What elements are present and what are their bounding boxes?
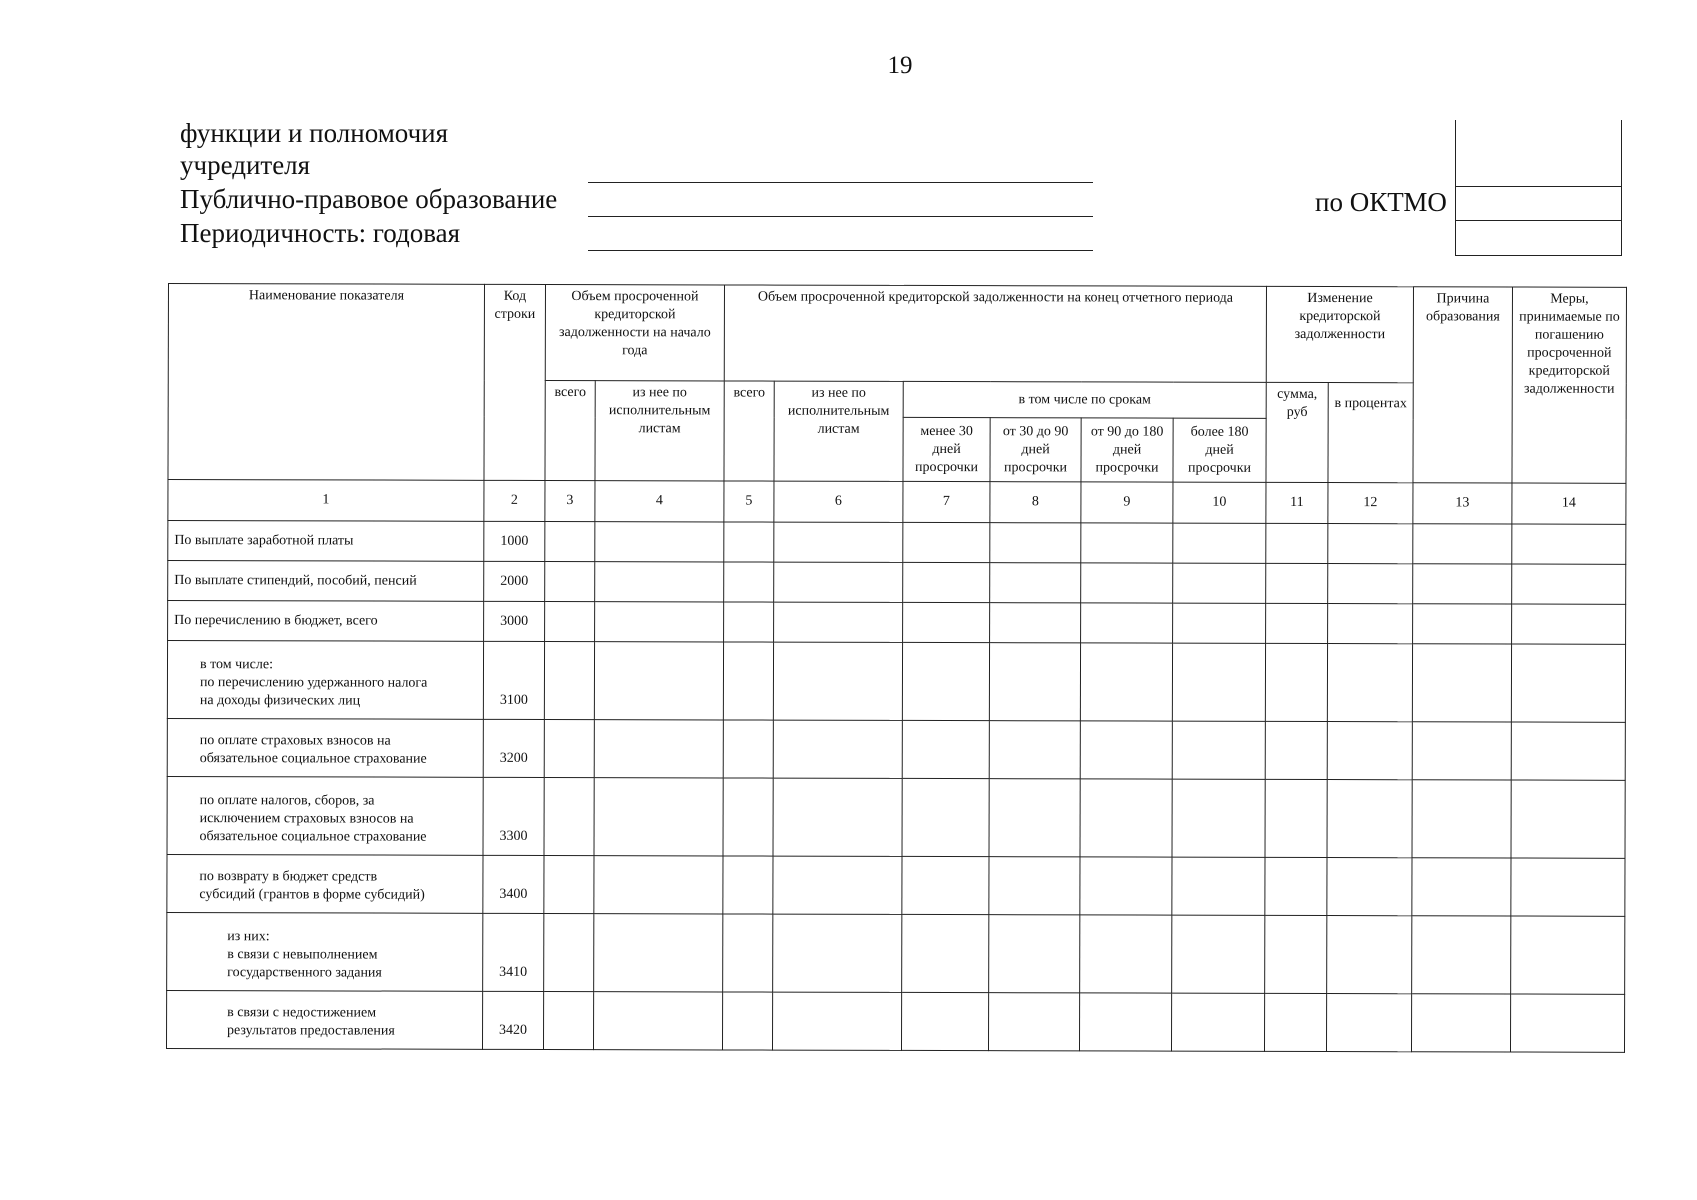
column-numbers-row [168, 480, 1626, 525]
value-cell[interactable] [1327, 916, 1412, 994]
col-header-term-over-180: более 180 дней просрочки [1173, 418, 1266, 482]
value-cell[interactable] [1510, 994, 1624, 1052]
value-cell[interactable] [1265, 857, 1327, 915]
value-cell[interactable] [1172, 643, 1265, 721]
row-name-line: государственного задания [227, 965, 382, 981]
header-periodicity: Периодичность: годовая [180, 218, 461, 248]
value-cell[interactable] [902, 914, 989, 992]
value-cell[interactable] [594, 642, 723, 720]
value-cell[interactable] [1171, 993, 1264, 1051]
table-row [168, 601, 1626, 645]
value-cell[interactable] [1328, 564, 1413, 604]
oktmo-label: по ОКТМО [1315, 187, 1447, 217]
codes-box-divider [1456, 186, 1621, 187]
row-name [167, 718, 483, 777]
value-cell[interactable] [1512, 604, 1626, 644]
col-header-change: Изменение кредиторской задолженности [1266, 286, 1413, 382]
table-row [167, 776, 1625, 858]
value-cell[interactable] [723, 642, 773, 720]
value-cell[interactable] [1172, 857, 1265, 915]
value-cell[interactable] [1265, 915, 1327, 993]
value-cell[interactable] [989, 857, 1080, 915]
value-cell[interactable] [774, 522, 903, 562]
row-name-line: по перечислению удержанного налога [199, 675, 428, 691]
value-cell[interactable] [594, 778, 723, 856]
value-cell[interactable] [1079, 993, 1171, 1051]
row-name [167, 776, 483, 855]
value-cell[interactable] [774, 602, 903, 642]
value-cell[interactable] [1511, 858, 1625, 916]
table-row [168, 521, 1626, 565]
value-cell[interactable] [1512, 524, 1626, 564]
value-cell[interactable] [723, 778, 773, 856]
value-cell[interactable] [989, 721, 1080, 779]
value-cell[interactable] [773, 720, 902, 778]
value-cell[interactable] [545, 521, 595, 561]
column-number: 11 [1266, 482, 1328, 523]
value-cell[interactable] [544, 777, 594, 855]
value-cell[interactable] [724, 522, 774, 562]
value-cell[interactable] [1266, 603, 1328, 643]
value-cell[interactable] [1173, 563, 1266, 603]
row-code: 3400 [483, 855, 544, 913]
value-cell[interactable] [989, 779, 1080, 857]
value-cell[interactable] [1512, 564, 1626, 604]
value-cell[interactable] [544, 855, 594, 913]
value-cell[interactable] [595, 562, 724, 602]
column-number: 13 [1413, 483, 1512, 524]
value-cell[interactable] [1081, 603, 1173, 643]
col-header-measures: Меры, принимаемые по погашению просроченной кредиторской задолженности [1512, 287, 1627, 483]
column-number: 12 [1328, 483, 1413, 524]
row-name-line: субсидий (грантов в форме субсидий) [199, 887, 425, 903]
col-header-begin-total: всего [545, 380, 595, 480]
col-header-by-terms: в том числе по срокам [903, 381, 1266, 418]
table-row [167, 854, 1625, 916]
col-header-name: Наименование показателя [168, 284, 485, 481]
value-cell[interactable] [1266, 563, 1328, 603]
row-name [167, 912, 483, 991]
value-cell[interactable] [724, 562, 774, 602]
column-number: 14 [1512, 483, 1626, 524]
value-cell[interactable] [545, 601, 595, 641]
value-cell[interactable] [1412, 780, 1511, 858]
row-name [168, 601, 484, 642]
row-code: 3420 [482, 991, 543, 1049]
row-name [166, 990, 482, 1049]
column-number: 1 [168, 480, 484, 522]
value-cell[interactable] [1412, 644, 1511, 722]
value-cell[interactable] [1327, 780, 1412, 858]
value-cell[interactable] [1080, 643, 1172, 721]
value-cell[interactable] [1080, 721, 1172, 779]
value-cell[interactable] [1411, 994, 1510, 1052]
value-cell[interactable] [544, 719, 594, 777]
row-name-line: в том числе: [199, 657, 274, 673]
value-cell[interactable] [1265, 643, 1327, 721]
header-founder-line2: учредителя [180, 150, 311, 180]
value-cell[interactable] [1413, 524, 1512, 564]
value-cell[interactable] [544, 641, 594, 719]
table-row [167, 912, 1625, 994]
value-cell[interactable] [1265, 721, 1327, 779]
row-code: 2000 [484, 561, 545, 601]
value-cell[interactable] [1327, 858, 1412, 916]
col-header-reason: Причина образования [1413, 287, 1513, 483]
value-cell[interactable] [594, 856, 723, 914]
row-name-line: обязательное социальное страхование [199, 751, 427, 767]
value-cell[interactable] [902, 642, 989, 720]
value-cell[interactable] [902, 778, 989, 856]
table-row [167, 641, 1625, 723]
row-code: 3100 [483, 641, 544, 719]
value-cell[interactable] [1326, 994, 1411, 1052]
value-cell[interactable] [1511, 916, 1625, 994]
row-code: 1000 [484, 521, 545, 561]
fill-line-public-entity [588, 216, 1093, 217]
value-cell[interactable] [773, 642, 902, 720]
col-header-end-total: всего [724, 381, 774, 481]
value-cell[interactable] [1327, 722, 1412, 780]
codes-box-divider [1456, 220, 1621, 221]
value-cell[interactable] [1172, 721, 1265, 779]
value-cell[interactable] [773, 856, 902, 914]
value-cell[interactable] [724, 602, 774, 642]
report-table [166, 283, 1627, 1053]
fill-line-founder [588, 182, 1093, 183]
table-row [166, 990, 1624, 1052]
value-cell[interactable] [903, 602, 990, 642]
value-cell[interactable] [593, 992, 722, 1050]
col-header-percent: в процентах [1328, 383, 1413, 483]
value-cell[interactable] [990, 563, 1081, 603]
value-cell[interactable] [774, 562, 903, 602]
value-cell[interactable] [1412, 916, 1511, 994]
column-number: 7 [903, 481, 990, 522]
value-cell[interactable] [1080, 857, 1172, 915]
row-name [167, 641, 483, 720]
value-cell[interactable] [1328, 524, 1413, 564]
value-cell[interactable] [1080, 779, 1172, 857]
codes-box [1455, 120, 1622, 256]
table-row [168, 561, 1626, 605]
row-name-line: По выплате стипендий, пособий, пенсий [174, 572, 417, 589]
row-name [167, 854, 483, 913]
row-name [168, 521, 484, 562]
column-number: 8 [990, 482, 1081, 523]
col-header-end-period: Объем просроченной кредиторской задолженности на конец отчетного периода [724, 285, 1266, 382]
value-cell[interactable] [1511, 722, 1625, 780]
value-cell[interactable] [595, 522, 724, 562]
value-cell[interactable] [902, 856, 989, 914]
value-cell[interactable] [723, 914, 773, 992]
value-cell[interactable] [1265, 779, 1327, 857]
row-name [168, 561, 484, 602]
col-header-term-under-30: менее 30 дней просрочки [903, 417, 990, 481]
value-cell[interactable] [903, 522, 990, 562]
value-cell[interactable] [989, 915, 1080, 993]
value-cell[interactable] [1173, 523, 1266, 563]
value-cell[interactable] [543, 991, 593, 1049]
value-cell[interactable] [901, 992, 988, 1050]
row-name-line: По выплате заработной платы [174, 532, 354, 548]
value-cell[interactable] [989, 643, 1080, 721]
col-header-term-30-90: от 30 до 90 дней просрочки [990, 418, 1081, 482]
row-name-line: исключением страховых взносов на [199, 811, 414, 827]
value-cell[interactable] [988, 993, 1079, 1051]
row-code: 3200 [483, 719, 544, 777]
col-header-code: Код строки [484, 284, 546, 480]
value-cell[interactable] [545, 561, 595, 601]
col-header-end-exec-lists: из нее по исполнительным листам [774, 381, 903, 481]
row-name-line: обязательное социальное страхование [199, 829, 427, 845]
column-number: 10 [1173, 482, 1266, 523]
fill-line-periodicity [588, 250, 1093, 251]
row-name-line: по оплате страховых взносов на [199, 733, 391, 749]
column-number: 9 [1081, 482, 1173, 523]
value-cell[interactable] [773, 914, 902, 992]
value-cell[interactable] [1413, 604, 1512, 644]
value-cell[interactable] [723, 856, 773, 914]
value-cell[interactable] [1328, 604, 1413, 644]
row-name-line: в связи с недостижением [227, 1005, 377, 1021]
value-cell[interactable] [723, 720, 773, 778]
value-cell[interactable] [1173, 603, 1266, 643]
table-row [167, 718, 1625, 780]
page-number: 19 [887, 52, 913, 79]
value-cell[interactable] [594, 720, 723, 778]
row-name-line: в связи с невыполнением [227, 947, 378, 963]
column-number: 5 [724, 481, 774, 522]
value-cell[interactable] [903, 562, 990, 602]
value-cell[interactable] [1412, 858, 1511, 916]
row-code: 3300 [483, 777, 544, 855]
value-cell[interactable] [595, 602, 724, 642]
column-number: 3 [545, 480, 595, 521]
row-name-line: по оплате налогов, сборов, за [199, 793, 375, 809]
value-cell[interactable] [594, 914, 723, 992]
value-cell[interactable] [1511, 780, 1625, 858]
value-cell[interactable] [1080, 915, 1172, 993]
value-cell[interactable] [1511, 644, 1625, 722]
value-cell[interactable] [1412, 722, 1511, 780]
value-cell[interactable] [1327, 644, 1412, 722]
column-number: 2 [484, 480, 545, 521]
row-name-line: из них: [227, 929, 270, 945]
row-name-line: результатов предоставления [227, 1023, 395, 1039]
value-cell[interactable] [544, 913, 594, 991]
row-code: 3410 [483, 913, 544, 991]
value-cell[interactable] [1172, 915, 1265, 993]
value-cell[interactable] [1264, 993, 1326, 1051]
row-code: 3000 [484, 601, 545, 641]
row-name-line: По перечислению в бюджет, всего [174, 612, 378, 629]
value-cell[interactable] [1081, 523, 1173, 563]
col-header-term-90-180: от 90 до 180 дней просрочки [1081, 418, 1173, 482]
row-name-line: по возврату в бюджет средств [199, 869, 378, 885]
value-cell[interactable] [990, 523, 1081, 563]
header-founder-line1: функции и полномочия [180, 118, 449, 148]
value-cell[interactable] [1413, 564, 1512, 604]
column-number: 4 [595, 481, 724, 522]
value-cell[interactable] [772, 992, 901, 1050]
value-cell[interactable] [1266, 523, 1328, 563]
column-number: 6 [774, 481, 903, 522]
value-cell[interactable] [1081, 563, 1173, 603]
value-cell[interactable] [902, 720, 989, 778]
col-header-sum-rub: сумма, руб [1266, 382, 1328, 482]
header-public-entity: Публично-правовое образование [180, 184, 558, 214]
value-cell[interactable] [773, 778, 902, 856]
value-cell[interactable] [1172, 779, 1265, 857]
value-cell[interactable] [990, 603, 1081, 643]
col-header-begin-exec-lists: из нее по исполнительным листам [595, 381, 724, 481]
col-header-begin-year: Объем просроченной кредиторской задолженности на начало года [545, 284, 724, 380]
value-cell[interactable] [722, 992, 772, 1050]
row-name-line: на доходы физических лиц [199, 693, 361, 709]
